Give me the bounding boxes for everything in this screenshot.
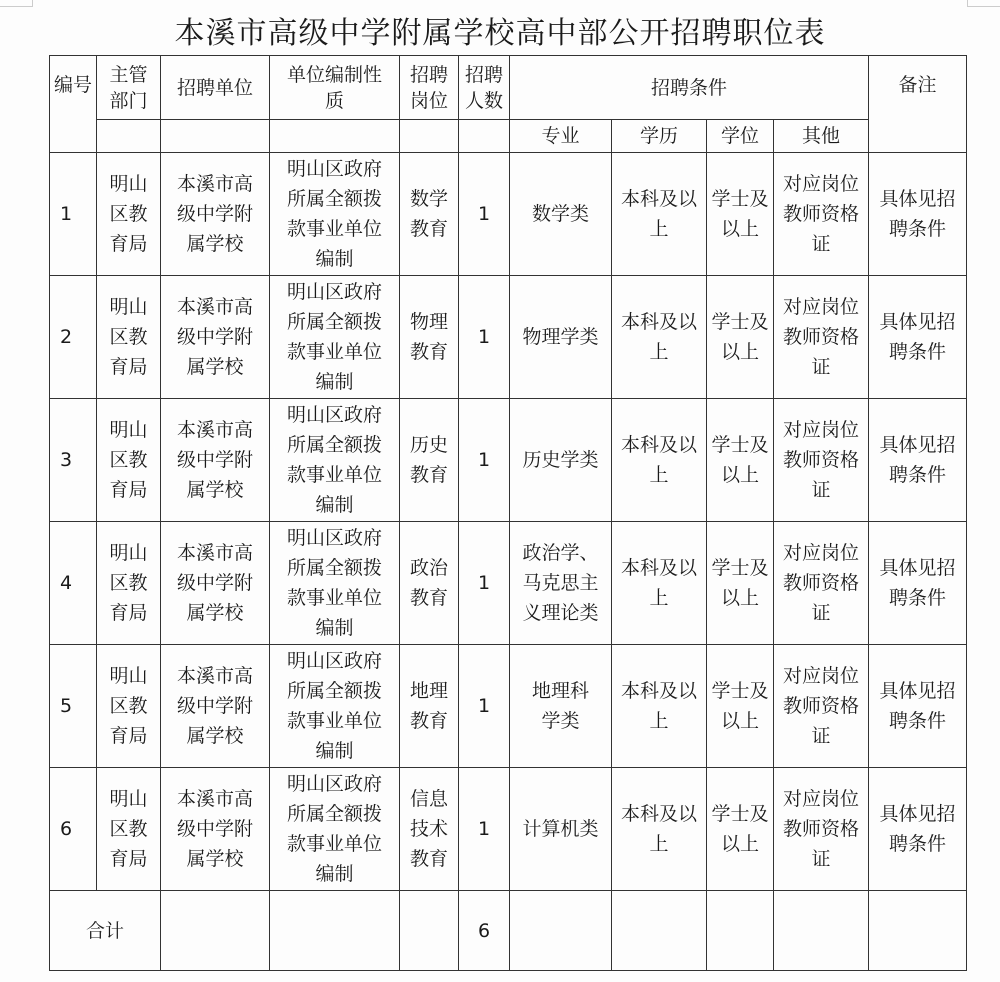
row-education: 本科及以 上 [612,768,707,891]
total-empty [612,891,707,971]
header-post: 招聘 岗位 [400,56,459,120]
total-empty [869,891,967,971]
row-education: 本科及以 上 [612,645,707,768]
header-degree-level: 学历 [612,120,707,153]
page-title: 本溪市高级中学附属学校高中部公开招聘职位表 [174,16,826,51]
row-other: 对应岗位 教师资格 证 [774,153,869,276]
row-degree: 学士及 以上 [707,153,774,276]
row-education: 本科及以 上 [612,522,707,645]
row-nature: 明山区政府 所属全额拨 款事业单位 编制 [270,768,400,891]
row-dept: 明山 区教 育局 [97,522,161,645]
row-dept: 明山 区教 育局 [97,276,161,399]
row-dept: 明山 区教 育局 [97,153,161,276]
row-major: 政治学、 马克思主 义理论类 [510,522,612,645]
total-row [50,891,967,971]
row-count: 1 [459,153,510,276]
total-label: 合计 [50,891,161,971]
total-empty [400,891,459,971]
row-other: 对应岗位 教师资格 证 [774,768,869,891]
row-post: 信息 技术 教育 [400,768,459,891]
row-count: 1 [459,768,510,891]
header-dept: 主管 部门 [97,56,161,120]
table-row [50,645,967,768]
header-unit: 招聘单位 [161,56,270,120]
row-post: 数学 教育 [400,153,459,276]
table-row [50,768,967,891]
header-remark: 备注 [869,56,967,153]
row-count: 1 [459,276,510,399]
row-remark: 具体见招 聘条件 [869,522,967,645]
row-nature: 明山区政府 所属全额拨 款事业单位 编制 [270,645,400,768]
table-row [50,153,967,276]
row-dept: 明山 区教 育局 [97,768,161,891]
row-post: 地理 教育 [400,645,459,768]
row-remark: 具体见招 聘条件 [869,768,967,891]
row-unit: 本溪市高 级中学附 属学校 [161,645,270,768]
row-other: 对应岗位 教师资格 证 [774,522,869,645]
row-count: 1 [459,522,510,645]
row-no: 5 [50,645,97,768]
row-no: 1 [50,153,97,276]
corner-mark-right [967,0,1000,7]
row-no: 6 [50,768,97,891]
row-remark: 具体见招 聘条件 [869,276,967,399]
subheader-empty [270,120,400,153]
row-nature: 明山区政府 所属全额拨 款事业单位 编制 [270,153,400,276]
row-no: 3 [50,399,97,522]
row-degree: 学士及 以上 [707,522,774,645]
row-post: 政治 教育 [400,522,459,645]
subheader-empty [97,120,161,153]
subheader-empty [400,120,459,153]
row-no: 2 [50,276,97,399]
subheader-empty [161,120,270,153]
row-major: 数学类 [510,153,612,276]
row-major: 历史学类 [510,399,612,522]
header-major: 专业 [510,120,612,153]
row-unit: 本溪市高 级中学附 属学校 [161,276,270,399]
row-unit: 本溪市高 级中学附 属学校 [161,768,270,891]
row-post: 物理 教育 [400,276,459,399]
row-degree: 学士及 以上 [707,768,774,891]
row-major: 物理学类 [510,276,612,399]
row-nature: 明山区政府 所属全额拨 款事业单位 编制 [270,276,400,399]
row-dept: 明山 区教 育局 [97,645,161,768]
row-other: 对应岗位 教师资格 证 [774,276,869,399]
header-nature: 单位编制性 质 [270,56,400,120]
row-unit: 本溪市高 级中学附 属学校 [161,522,270,645]
total-empty [161,891,270,971]
row-dept: 明山 区教 育局 [97,399,161,522]
header-row [50,56,967,120]
row-degree: 学士及 以上 [707,645,774,768]
header-conditions: 招聘条件 [510,56,869,120]
table-row [50,522,967,645]
row-nature: 明山区政府 所属全额拨 款事业单位 编制 [270,399,400,522]
row-count: 1 [459,645,510,768]
row-no: 4 [50,522,97,645]
row-nature: 明山区政府 所属全额拨 款事业单位 编制 [270,522,400,645]
row-unit: 本溪市高 级中学附 属学校 [161,153,270,276]
row-major: 计算机类 [510,768,612,891]
subheader-row [50,120,967,153]
row-remark: 具体见招 聘条件 [869,645,967,768]
total-count: 6 [459,891,510,971]
row-remark: 具体见招 聘条件 [869,153,967,276]
row-major: 地理科 学类 [510,645,612,768]
row-count: 1 [459,399,510,522]
row-education: 本科及以 上 [612,153,707,276]
table-row [50,399,967,522]
row-education: 本科及以 上 [612,276,707,399]
total-empty [707,891,774,971]
row-degree: 学士及 以上 [707,399,774,522]
recruitment-table [49,55,967,971]
row-other: 对应岗位 教师资格 证 [774,399,869,522]
subheader-empty [459,120,510,153]
header-degree: 学位 [707,120,774,153]
header-other: 其他 [774,120,869,153]
row-degree: 学士及 以上 [707,276,774,399]
header-count: 招聘 人数 [459,56,510,120]
header-no: 编号 [50,56,97,153]
row-other: 对应岗位 教师资格 证 [774,645,869,768]
total-empty [510,891,612,971]
table-row [50,276,967,399]
corner-mark-left [0,0,33,7]
row-unit: 本溪市高 级中学附 属学校 [161,399,270,522]
total-empty [774,891,869,971]
row-education: 本科及以 上 [612,399,707,522]
total-empty [270,891,400,971]
row-post: 历史 教育 [400,399,459,522]
row-remark: 具体见招 聘条件 [869,399,967,522]
